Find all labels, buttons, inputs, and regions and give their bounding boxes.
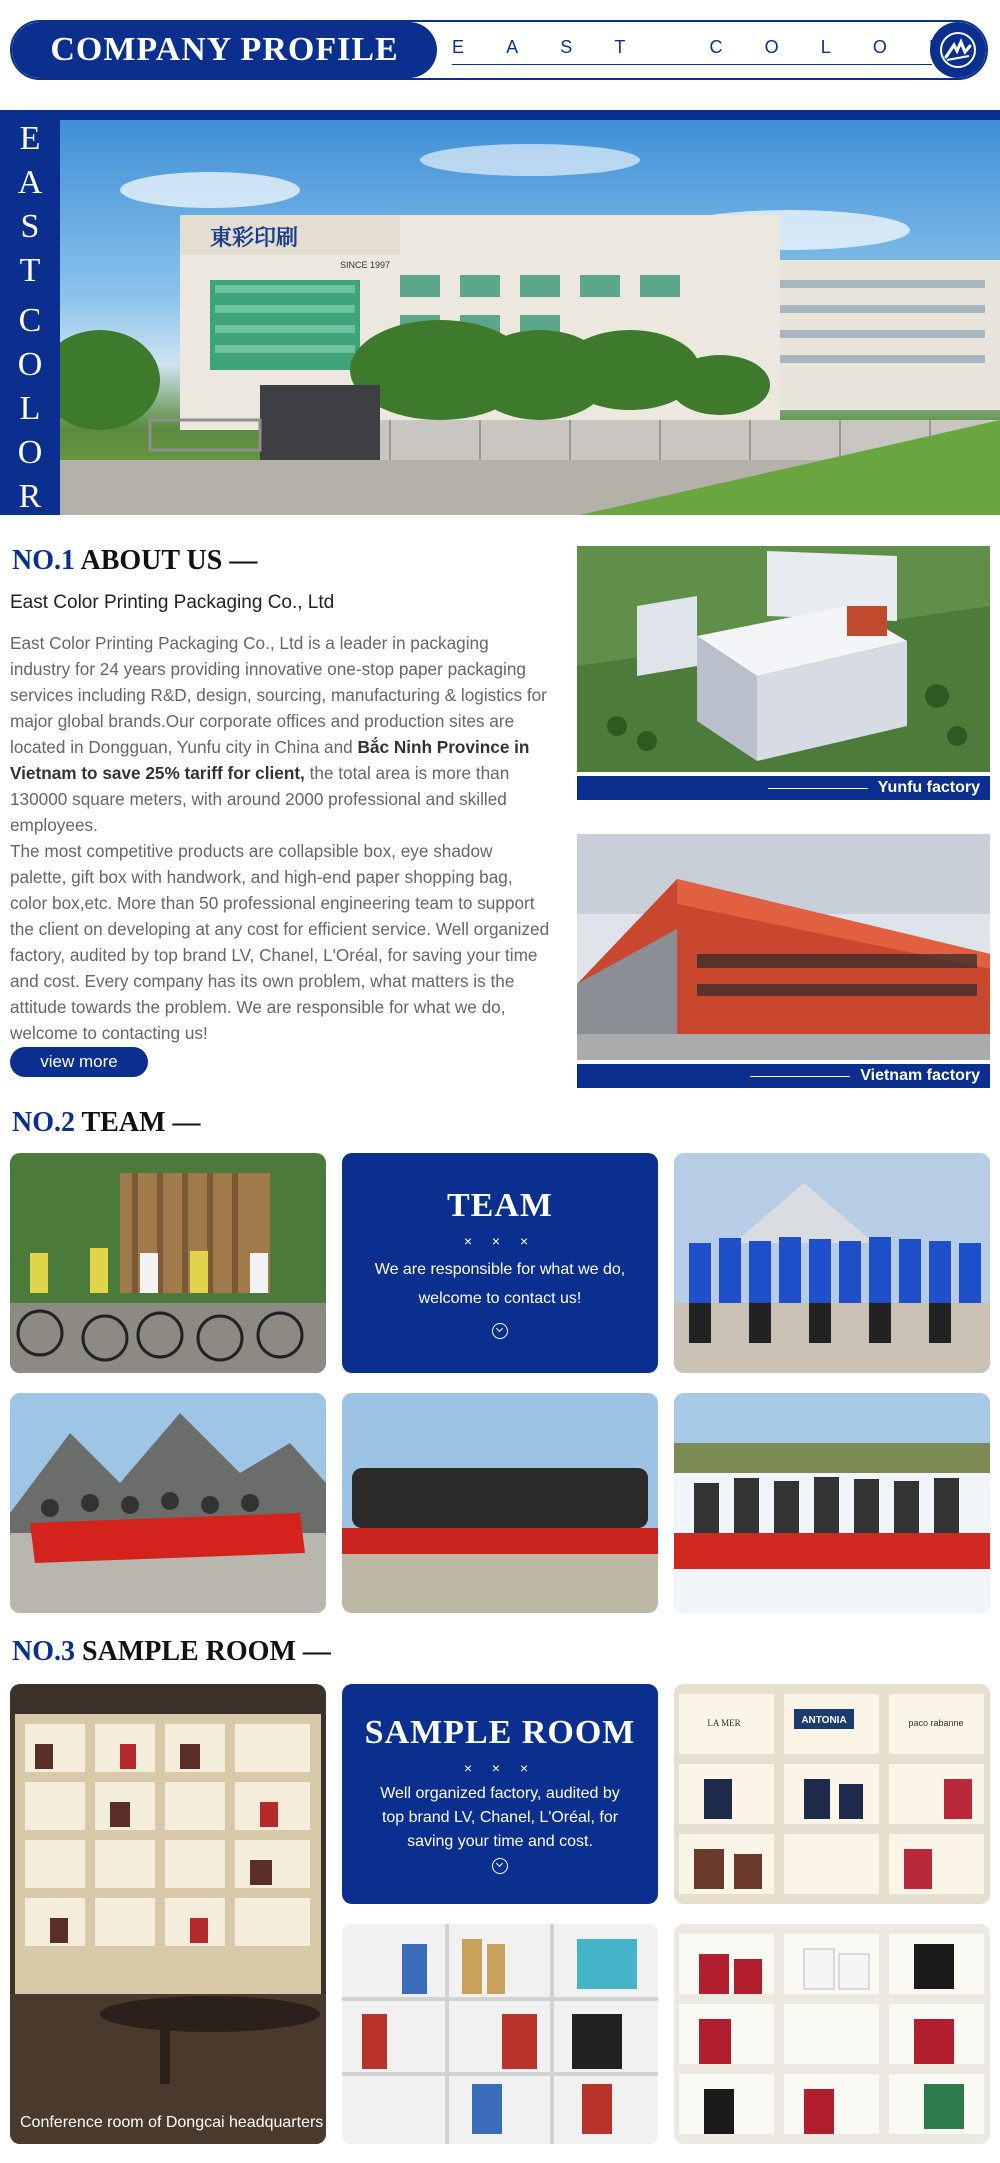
header-banner (10, 20, 988, 80)
team-card-title: TEAM (447, 1187, 553, 1224)
hero-factory-photo (60, 120, 1000, 515)
yunfu-factory-caption: Yunfu factory (577, 776, 990, 800)
east-color-logo-icon (930, 22, 986, 78)
building-sign: 東彩印刷 (210, 226, 299, 251)
sample-section-title: NO.3 SAMPLE ROOM — (12, 1636, 331, 1667)
brand-label-paco: paco rabanne (908, 1718, 964, 1728)
sample-shelf-boxes-photo (342, 1924, 658, 2144)
chevron-down-icon[interactable] (492, 1323, 508, 1339)
about-subtitle: East Color Printing Packaging Co., Ltd (10, 592, 335, 613)
team-photo-bikes (10, 1153, 326, 1373)
yunfu-factory-photo (577, 546, 990, 772)
sample-card-marks: × × × (463, 1760, 537, 1776)
header-rule (452, 64, 932, 65)
team-info-card (342, 1153, 658, 1373)
about-body: East Color Printing Packaging Co., Ltd is a leader in packaging industry for 24 years providing innovative one-stop paper packaging services including R&D, design, sourcing, manufacturing & logistics for major global brands.Our corporate offices and production sites are located in Dongguan, Yunfu city in China and Bắc Ninh Province in Vietnam to save 25% tariff for client, the total area is more than 130000 square meters, with around 2000 professional and skilled employees. The most competitive products are collapsible box, eye shadow palette, gift box with handwork, and high-end paper shopping bag, color box,etc. More than 50 professional engineering team to support the client on developing at any cost for efficient service. Well organized factory, audited by top brand LV, Chanel, L'Oréal, for saving your time and cost. Every company has its own problem, what matters is the attitude towards the problem. We are responsible for what we do, welcome to contacting us! (10, 633, 550, 1043)
sample-room-info-card (342, 1684, 658, 1904)
team-photo-anniversary (342, 1393, 658, 1613)
about-section-title: NO.1 ABOUT US — (12, 545, 258, 576)
building-since: SINCE 1997 (340, 260, 391, 270)
vietnam-factory-figure (577, 834, 990, 1088)
hero-side-label: E A S T C O L O R (0, 120, 60, 515)
team-photo-snow (674, 1393, 990, 1613)
conference-room-caption: Conference room of Dongcai headquarters (20, 2114, 324, 2131)
chevron-down-icon[interactable] (492, 1858, 508, 1874)
brand-label-antonia: ANTONIA (801, 1715, 847, 1726)
team-card-text: We are responsible for what we do, welcome to contact us! (374, 1261, 626, 1307)
brand-label-lamer: LA MER (707, 1718, 741, 1728)
sample-card-title: SAMPLE ROOM (364, 1714, 636, 1751)
hero-top-bar (0, 110, 1000, 120)
sample-shelf-bags-photo (674, 1684, 990, 1904)
conference-room-photo (10, 1684, 326, 2144)
vietnam-factory-photo (577, 834, 990, 1060)
sample-card-text: Well organized factory, audited by top brand LV, Chanel, L'Oréal, for saving your time and cost. (380, 1785, 620, 1850)
view-more-button[interactable]: view more (10, 1047, 148, 1077)
about-highlight: Bắc Ninh Province in Vietnam to save 25% tariff for client, (10, 737, 530, 783)
team-photo-mountain (10, 1393, 326, 1613)
team-section-title: NO.2 TEAM — (12, 1107, 201, 1138)
page-title: COMPANY PROFILE (50, 31, 399, 68)
vietnam-factory-caption: Vietnam factory (577, 1064, 990, 1088)
yunfu-factory-figure (577, 546, 990, 800)
team-card-marks: × × × (463, 1233, 537, 1249)
team-photo-blue-shirts (674, 1153, 990, 1373)
header-tagline: E A S T C O L O (452, 37, 887, 57)
header-title-pill (12, 22, 437, 78)
sample-shelf-red-bags-photo (674, 1924, 990, 2144)
